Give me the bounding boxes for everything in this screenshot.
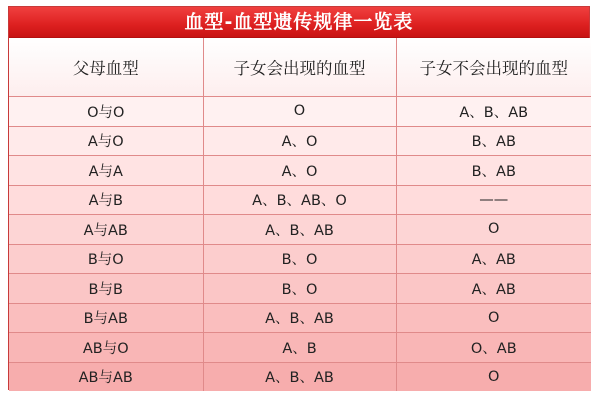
table-row [9,185,591,215]
impossible-child-types-cell: O、AB [396,333,591,363]
table-row [9,244,591,274]
impossible-child-types-cell: O [396,303,591,333]
possible-child-types-cell: A、O [203,156,396,186]
table-row [9,215,591,245]
blood-type-table-frame [8,6,590,390]
table-title: 血型-血型遗传规律一览表 [9,7,589,38]
parent-types-cell: A与O [9,126,203,156]
possible-child-types-cell: B、O [203,274,396,304]
table-row [9,333,591,363]
table-row [9,274,591,304]
table-row [9,303,591,333]
parent-types-cell: O与O [9,97,203,127]
parent-types-cell: AB与O [9,333,203,363]
parent-types-cell: B与O [9,244,203,274]
impossible-child-types-cell: A、B、AB [396,97,591,127]
impossible-child-types-cell: O [396,215,591,245]
header-row [9,38,591,97]
impossible-child-types-cell: O [396,362,591,391]
possible-child-types-cell: B、O [203,244,396,274]
header-possible-child-types: 子女会出现的血型 [203,38,396,97]
parent-types-cell: A与B [9,185,203,215]
header-parent-types: 父母血型 [9,38,203,97]
header-impossible-child-types: 子女不会出现的血型 [396,38,591,97]
parent-types-cell: A与A [9,156,203,186]
blood-type-table [9,38,591,391]
parent-types-cell: AB与AB [9,362,203,391]
impossible-child-types-cell: A、AB [396,244,591,274]
possible-child-types-cell: A、B、AB、O [203,185,396,215]
parent-types-cell: A与AB [9,215,203,245]
table-row [9,362,591,391]
impossible-child-types-cell: B、AB [396,156,591,186]
possible-child-types-cell: A、O [203,126,396,156]
table-row [9,156,591,186]
parent-types-cell: B与AB [9,303,203,333]
possible-child-types-cell: A、B、AB [203,215,396,245]
possible-child-types-cell: A、B、AB [203,362,396,391]
table-row [9,126,591,156]
possible-child-types-cell: O [203,97,396,127]
possible-child-types-cell: A、B、AB [203,303,396,333]
impossible-child-types-cell: B、AB [396,126,591,156]
impossible-child-types-cell: A、AB [396,274,591,304]
possible-child-types-cell: A、B [203,333,396,363]
table-row [9,97,591,127]
parent-types-cell: B与B [9,274,203,304]
impossible-child-types-cell: —— [396,185,591,215]
